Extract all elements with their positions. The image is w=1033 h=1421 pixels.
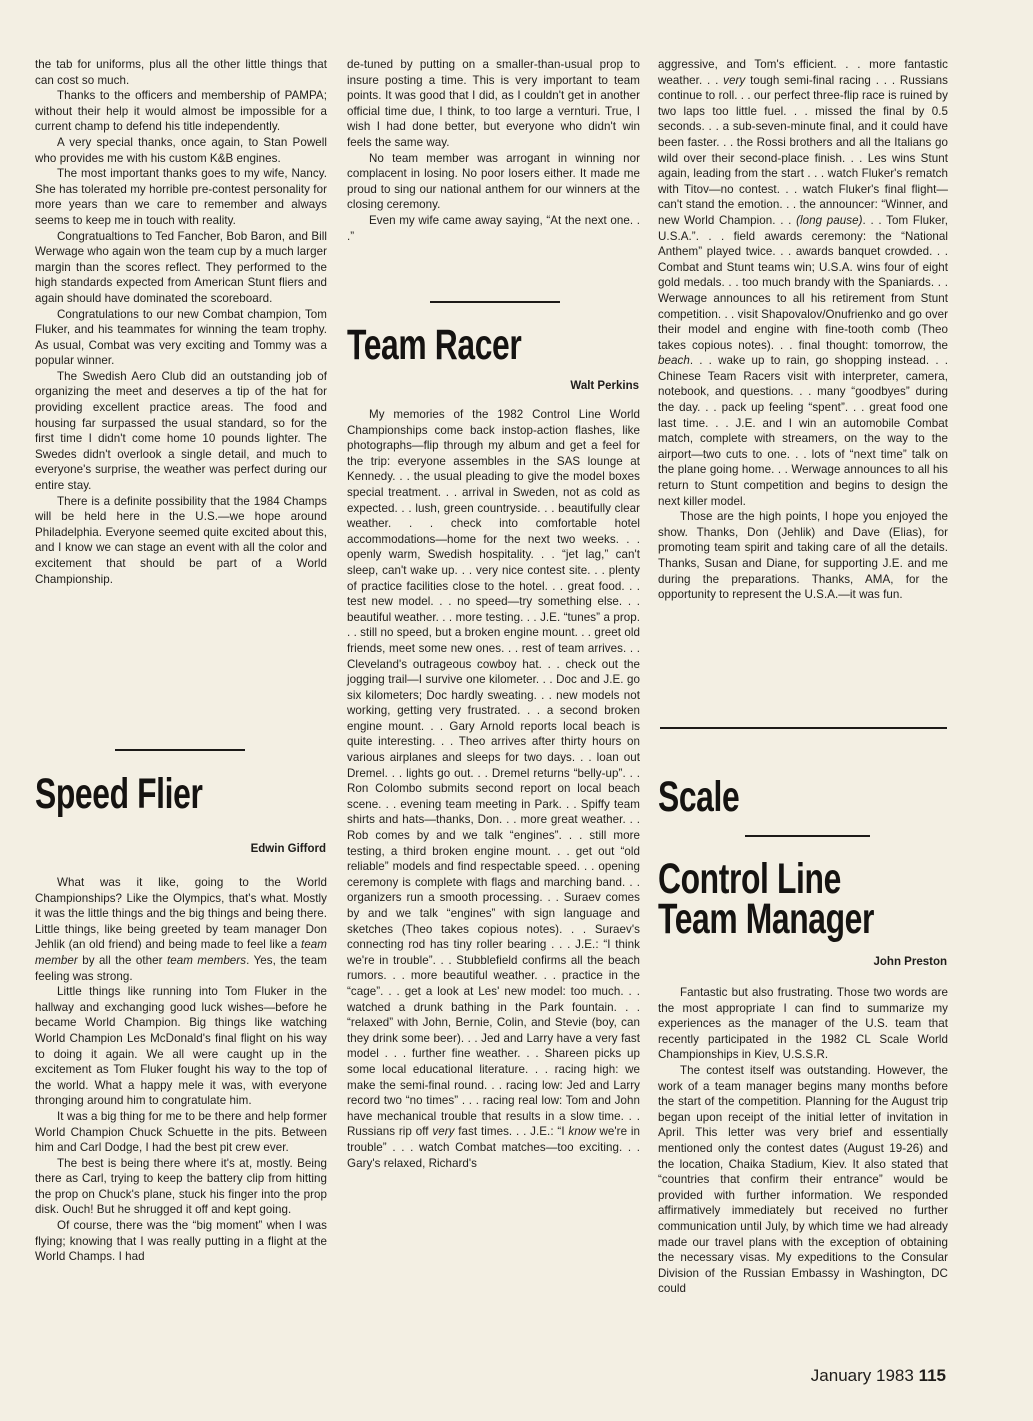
text-run: A very special thanks, once again, to Stan Powell who provides me with his custom K&B engines. [35, 135, 327, 165]
scale-subheading-line1: Control Line [658, 855, 841, 903]
scale-author: John Preston [873, 956, 947, 968]
paragraph [35, 494, 327, 588]
italic-text-run: very [723, 73, 746, 87]
text-run: . . . Tom Fluker, U.S.A.”. . . field awards ceremony: the “National Anthem” played twice. . . awards banquet crowded. . . Combat and Stunt teams win; U.S.A. wins four of eight gold medals. . . too much brandy with the Spaniards. . . Werwage announces to all his retirement from Stunt competition. . . visit Shapovalov/Onufrienko and go over their model and engine with fine-tooth comb (Theo takes copious notes). . . final thought: tomorrow, the [658, 213, 948, 352]
text-run: . . . wake up to rain, go shopping instead. . . Chinese Team Racers visit with interpreter, camera, notebook, and questions. . . many “goodbyes” during the day. . . pack up feeling “spent”. . . great food one last time. . . J.E. and I win an automobile Combat match, complete with streamers, on the way to the airport—two cuts to one. . . lots of “next time” talk on the plane going home. . . Werwage announces to all his return to Stunt competition and begins to design the next killer model. [658, 354, 948, 508]
section-divider [115, 749, 245, 751]
speed-flier-body-continued [347, 57, 640, 244]
text-run: There is a definite possibility that the 1984 Champs will be held here in the U.S.—we hope around Philadelphia. Everyone seemed quite excited about this, and I know we can stage an event with all the color and excitement that should be part of a World Championship. [35, 494, 327, 586]
paragraph [35, 984, 327, 1109]
italic-text-run: very [432, 1125, 455, 1139]
text-run: No team member was arrogant in winning nor complacent in losing. No poor losers either. It made me proud to sing our national anthem for our winners at the closing ceremony. [347, 151, 640, 212]
subheading-divider [745, 835, 870, 837]
text-run: The contest itself was outstanding. However, the work of a team manager begins many months before the start of the competition. Planning for the August trip began upon receipt of the initial letter of invitation in April. This letter was very brief and essentially mentioned only the contest dates (August 19-26) and the location, Chaika Stadium, Kiev. It also stated that “countries that confirm their entrance” would be provided with further information. We responded affirmatively immediately but received no further communication until July, by which time we had already made our travel plans with the exception of obtaining the necessary visas. My expeditions to the Consular Division of the Russian Embassy in Washington, DC could [658, 1063, 948, 1296]
section-divider [660, 727, 947, 729]
page-footer [700, 1366, 946, 1386]
paragraph [347, 213, 640, 244]
text-run: Congratualtions to Ted Fancher, Bob Baron, and Bill Werwage who again won the team cup by a much larger margin than the scores reflect. They performed to the high standards expected from American Stunt fliers and again should have dominated the scoreboard. [35, 229, 327, 305]
paragraph [35, 1109, 327, 1156]
paragraph [658, 985, 948, 1063]
paragraph [658, 57, 948, 509]
paragraph [35, 57, 327, 88]
text-run: Of course, there was the “big moment” when I was flying; knowing that I was really putting in a flight at the World Champs. I had [35, 1219, 327, 1264]
team-racer-author: Walt Perkins [570, 380, 639, 392]
text-run: It was a big thing for me to be there and help former World Champion Chuck Schuette in the pits. Between him and Carl Dodge, I had the best pit crew ever. [35, 1109, 327, 1155]
section-divider [430, 301, 560, 303]
italic-text-run: team members [167, 953, 247, 967]
paragraph [35, 1218, 327, 1265]
text-run: Congratulations to our new Combat champion, Tom Fluker, and his teammates for winning the team trophy. As usual, Combat was very exciting and Tommy was a popular winner. [35, 307, 327, 368]
scale-subheading-line2: Team Manager [658, 895, 875, 943]
team-racer-heading: Team Racer [347, 321, 522, 369]
paragraph [35, 88, 327, 135]
paragraph [658, 1063, 948, 1297]
text-run: Those are the high points, I hope you enjoyed the show. Thanks, Don (Jehlik) and Dave (Elias), for promoting team spirit and taking care of all the details. Thanks, Susan and Diane, for supporting J.E. and me during the preparations. Thanks, AMA, for the opportunity to represent the U.S.A.—it was fun. [658, 510, 948, 602]
text-run: . Yes, the team feeling was strong. [35, 953, 327, 983]
text-run: Thanks to the officers and membership of PAMPA; without their help it would almost be impossible for a current champ to defend his title independently. [35, 89, 327, 134]
paragraph [347, 151, 640, 213]
text-run: aggressive, and Tom's efficient. . . more fantastic weather. . . [658, 58, 948, 87]
italic-text-run: (long pause) [796, 213, 863, 227]
text-run: de-tuned by putting on a smaller-than-usual prop to insure posting a time. This is very important to team points. It was good that I did, as I couldn't get in another official time due, I think, to too large a vernturi. True, I wish I had done better, but everyone who didn't win feels the same way. [347, 58, 640, 149]
text-run: Little things like running into Tom Fluker in the hallway and exchanging good luck wishes—before he became World Champion. Big things like watching World Champion Les McDonald's final flight on his way to doing it again. We all were caught up in the excitement as Tom Fluker fought his way to the top of the world. What a happy mele it was, with everyone thronging around him to congratulate him. [35, 985, 327, 1108]
text-run: What was it like, going to the World Championships? Like the Olympics, that's what. Mostly it was the little things and the big things and being there. Little things, like being greeted by team manager Don Jehlik (an old friend) and being made to feel like a [35, 876, 327, 952]
scale-body [658, 985, 948, 1297]
paragraph [35, 1156, 327, 1218]
speed-flier-heading: Speed Flier [35, 770, 203, 818]
paragraph [347, 407, 640, 1171]
paragraph [35, 875, 327, 984]
issue-date: January 1983 [810, 1366, 914, 1385]
text-run: The most important thanks goes to my wife, Nancy. She has tolerated my horrible pre-contest personality for more years than we care to remember and always seems to keep me in touch with reality. [35, 167, 327, 227]
text-run: Fantastic but also frustrating. Those two words are the most appropriate I can find to summarize my experiences as the manager of the U.S. team that recently participated in the 1982 CL Scale World Championships in Kiev, U.S.S.R. [658, 986, 948, 1062]
text-run: fast times. . . J.E.: “I [454, 1125, 569, 1139]
text-run: Even my wife came away saying, “At the next one. . .” [347, 213, 640, 243]
paragraph [35, 307, 327, 369]
text-run: tough semi-final racing . . . Russians continue to roll. . . our perfect three-flip race is ruined by two laps too little fuel. . . missed the final by 0.5 seconds. . . a sub-seven-minute final, and it could have been faster. . . the Rossi brothers and all the Italians go wild over their second-place finish. . . Les wins Stunt again, leading from the start . . . watch Fluker's rematch with Titov—no contest. . . watch Fluker's final flight—can't stand the emotion. . . the announcer: “Winner, and new World Champion. . . [658, 73, 948, 227]
text-run: the tab for uniforms, plus all the other little things that can cost so much. [35, 58, 327, 87]
text-run: The best is being there where it's at, mostly. Being there as Carl, trying to keep the battery clip from hitting the prop on Chuck's plane, stuck his finger into the prop disk. Ouch! But he shrugged it off and kept going. [35, 1156, 327, 1217]
italic-text-run: know [568, 1125, 596, 1139]
page-number: 115 [918, 1366, 946, 1385]
paragraph [347, 57, 640, 151]
scale-heading: Scale [658, 773, 740, 821]
text-run: by all the other [77, 953, 167, 967]
stunt-article-ending [35, 57, 327, 587]
paragraph [35, 229, 327, 307]
text-run: The Swedish Aero Club did an outstanding job of organizing the meet and deserves a tip of the hat for providing excellent practice areas. The food and housing far surpassed the usual standard, so for the first time I didn't come home 10 pounds lighter. The Swedes didn't overlook a single detail, and much to everyone's surprise, the weather was perfect during our entire stay. [35, 369, 327, 493]
italic-text-run: beach [658, 354, 690, 368]
team-racer-body-continued [658, 57, 948, 603]
text-run: My memories of the 1982 Control Line World Championships come back instop-action flashes, like photographs—flip through my album and get a feel for the trip: everyone assembles in the SAS lounge at Kennedy. . . the usual pleading to give the model boxes special treatment. . . arrival in Sweden, not as cold as expected. . . lush, green countryside. . . beautifully clear weather. . . check into comfortable hotel accommodations—home for the next two weeks. . . openly warm, Swedish hospitality. . . “jet lag,” can't sleep, can't wake up. . . very nice contest site. . . plenty of practice facilities close to the hotel. . . great food. . . test new model. . . no speed—try something else. . . beautiful weather. . . more testing. . . J.E. “tunes” a prop. . . still no speed, but a broken engine mount. . . greet old friends, meet some new ones. . . rest of team arrives. . . Cleveland's outrageous cowboy hat. . . check out the jogging trail—I survive one kilometer. . . Doc and J.E. go six kilometers; Doc hardly sweating. . . new models not working, getting very frustrated. . . a second broken engine mount. . . Gary Arnold reports local beach is quite interesting. . . Theo arrives after thirty hours on various airplanes and sleeps for two days. . . loan out Dremel. . . lights go out. . . Dremel returns “belly-up”. . . Ron Colombo submits second report on local beach scene. . . evening team meeting in Park. . . Spiffy team shirts and hats—thanks, Don. . . more great weather. . . Rob comes by and we talk “engines”. . . still more testing, a third broken engine mount. . . get out “old reliable” models and find respectable speed. . . opening ceremony is complete with flags and marching band. . . organizers run a smooth processing. . . Suraev comes by and we talk “engines” with sign language and sketches (Theo takes copious notes). . . Suraev's connecting rod has tiny roller bearing . . . J.E.: “I think we're in trouble”. . . Stubblefield confirms all the beach rumors. . . more beautiful weather. . . practice in the “cage”. . . get a look at Les' new model: too much. . . watched a drunk bathing in the Park fountain. . . “relaxed” with John, Bernie, Colin, and Stevie (boy, can they drink some beer). . . Jed and Larry have a very fast model . . . further fine weather. . . Shareen picks up some local educational literature. . . racing high: we make the semi-final round. . . racing low: Jed and Larry record two “no times” . . . racing real low: Tom and John have mechanical trouble that results in a slow time. . . Russians rip off [347, 408, 640, 1139]
team-racer-body [347, 407, 640, 1171]
paragraph [658, 509, 948, 603]
text-run: we're in trouble” . . . watch Combat matches—too exciting. . . Gary's relaxed, Richard's [347, 1125, 640, 1170]
speed-flier-body [35, 875, 327, 1265]
speed-flier-author: Edwin Gifford [250, 843, 326, 855]
paragraph [35, 166, 327, 228]
italic-text-run: team member [35, 938, 327, 967]
paragraph [35, 369, 327, 494]
paragraph [35, 135, 327, 166]
